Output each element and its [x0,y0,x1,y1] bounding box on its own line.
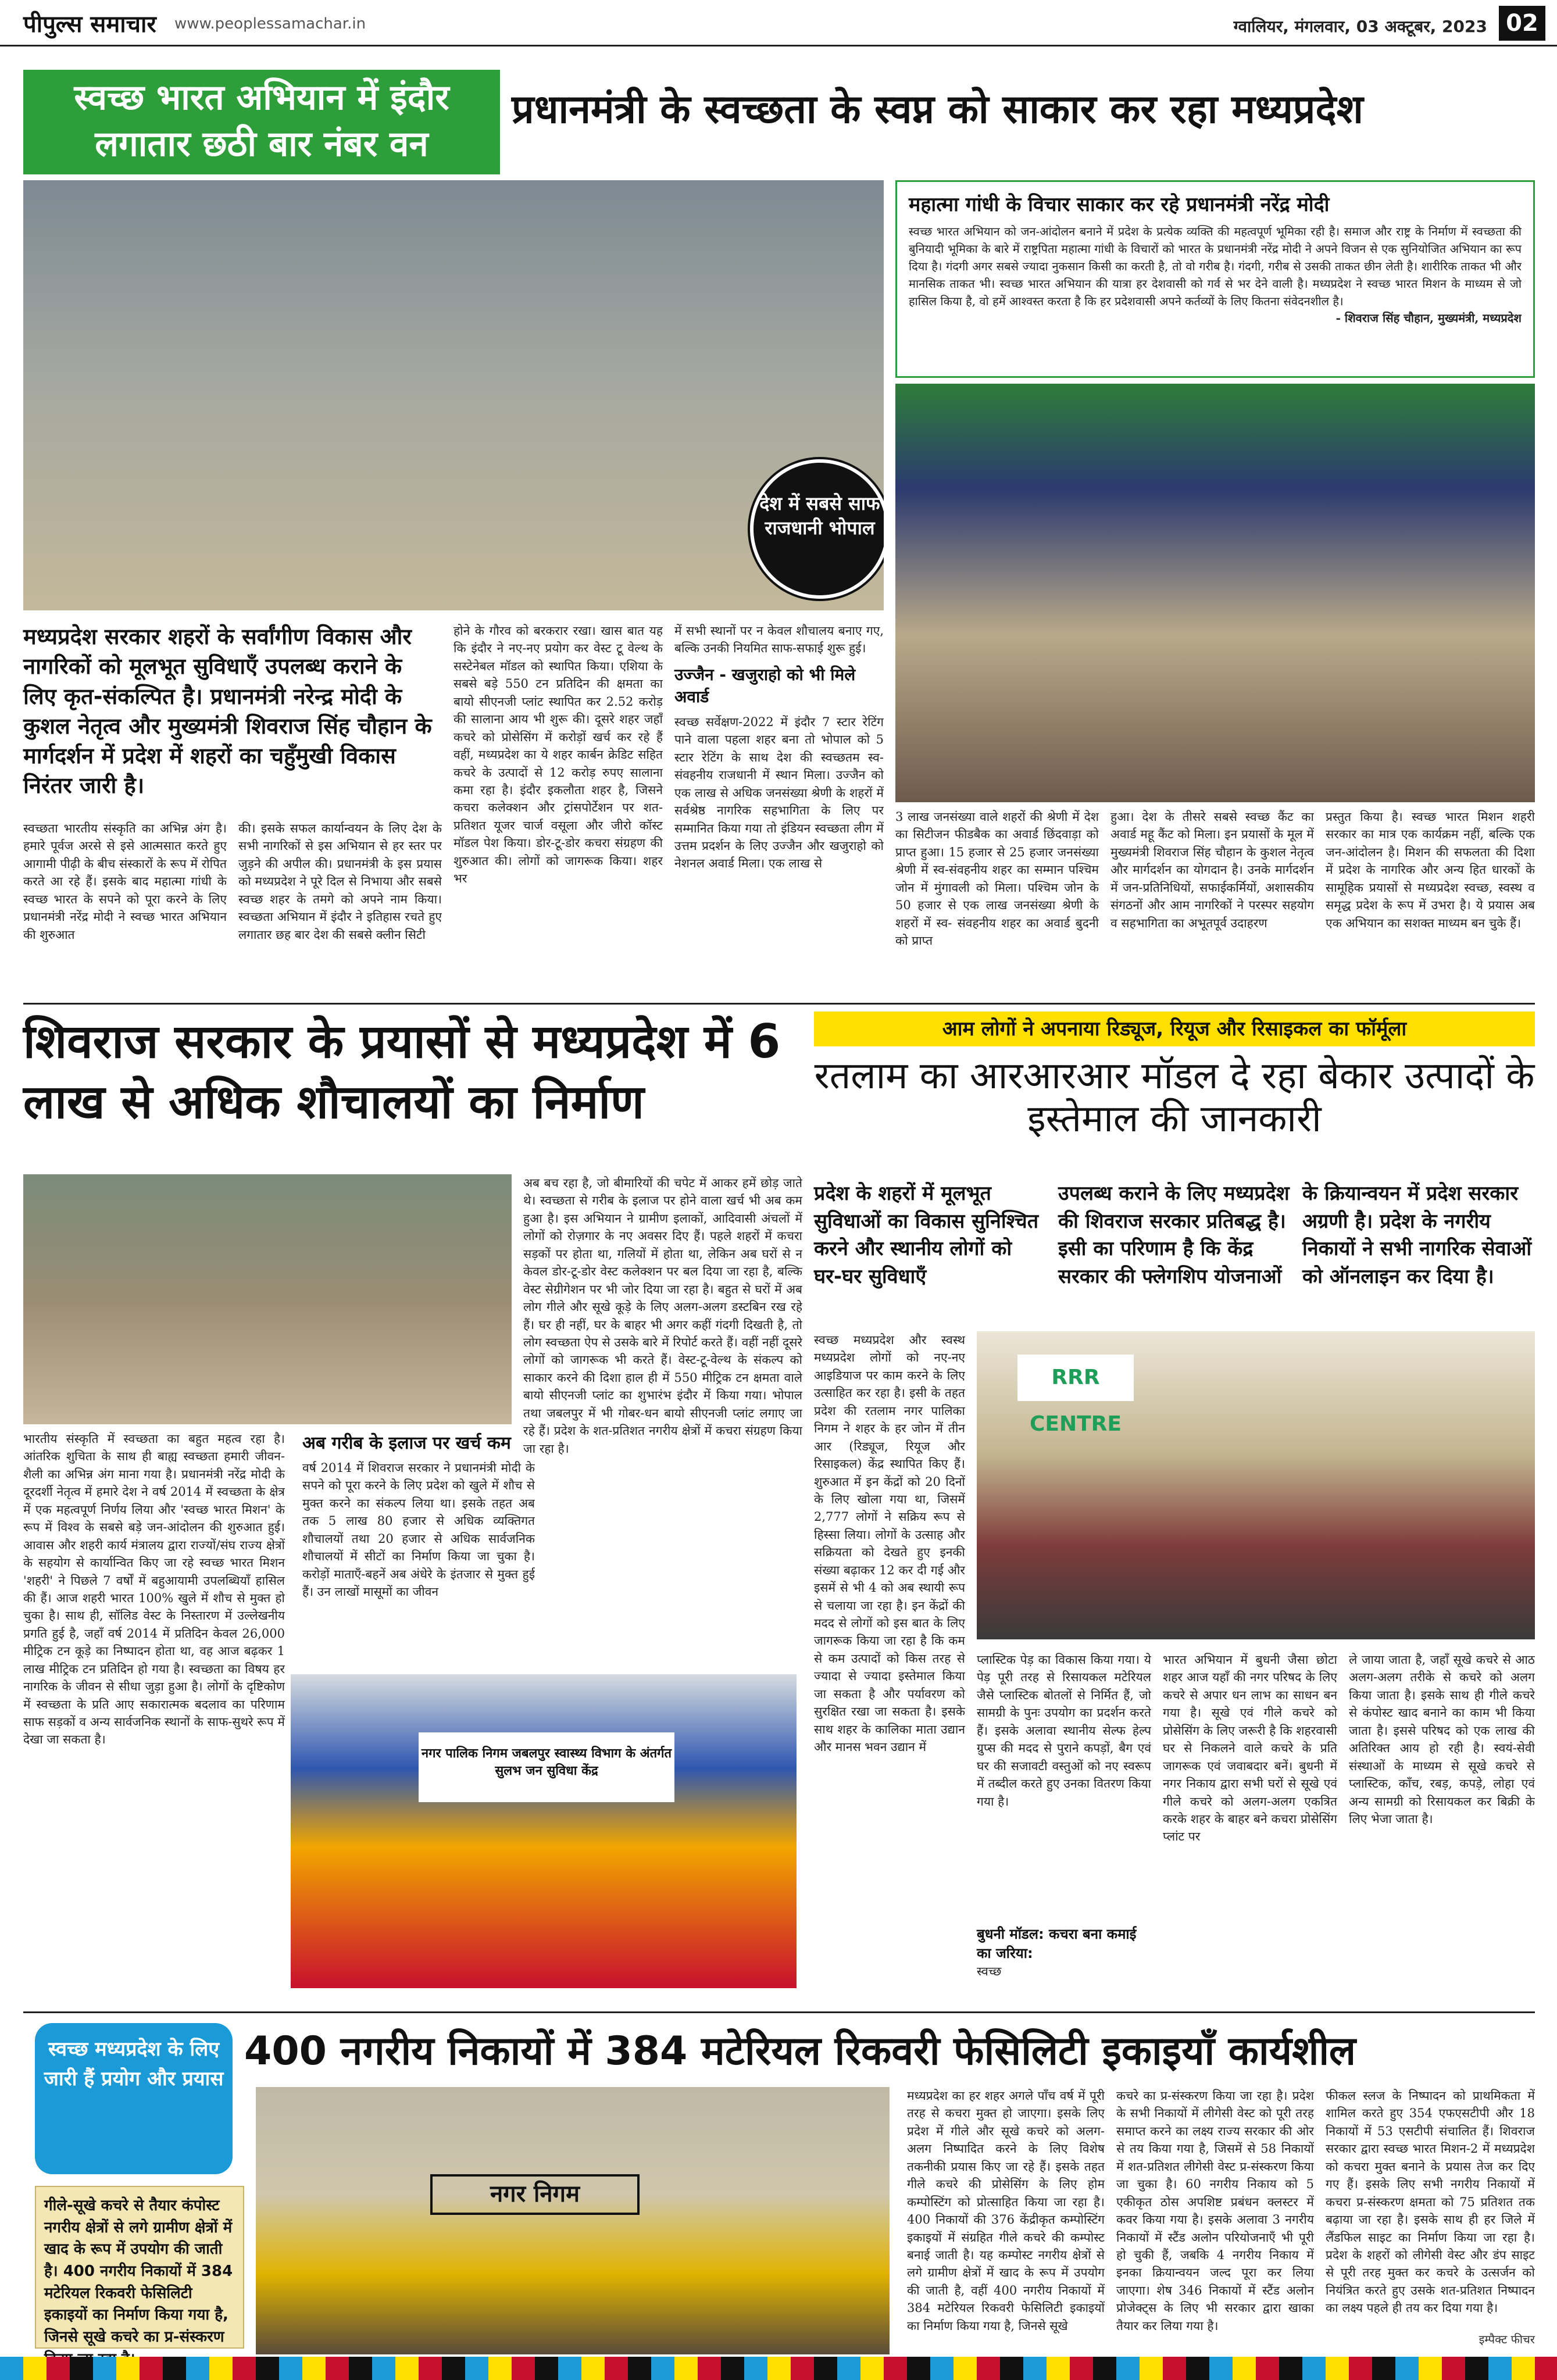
website-url[interactable]: www.peoplessamachar.in [174,15,366,33]
article-column-3: होने के गौरव को बरकरार रखा। खास बात यह कि इंदौर ने नए-नए प्रयोग कर वेस्ट टू वेल्थ के सस्टेनेबल मॉडल को स्थापित किया। एशिया के सबसे बड़े 550 टन प्रतिदिन की क्षमता का बायो सीएनजी प्लांट स्थापित कर 2.52 करोड़ की सालाना आय भी शुरू की। दूसरे शहर जहाँ कचरे को प्रोसेसिंग में करोड़ों खर्च कर रहे हैं वहीं, मध्यप्रदेश का ये शहर कार्बन क्रेडिट सहित कचरे के उत्पादों से 12 करोड़ रुपए सालाना कमा रहा है। इंदौर इकलौता शहर है, जिसने कचरा कलेक्शन और ट्रांसपोर्टेशन पर शत-प्रतिशत यूजर चार्ज वसूला और जीरो कॉस्ट मॉडल पेश किया। डोर-टू-डोर कचरा संग्रहण की शुरुआत की। लोगों को जागरूक किया। शहर भर [453,624,663,886]
blue-badge: स्वच्छ मध्यप्रदेश के लिए जारी हैं प्रयोग और प्रयास [35,2023,233,2174]
newspaper-logo[interactable]: पीपुल्स समाचार [23,11,156,38]
article-column-7: प्रस्तुत किया है। स्वच्छ भारत मिशन शहरी सरकार का मात्र एक कार्यक्रम नहीं, बल्कि एक जन-आंदोलन है। मिशन की सफलता की दिशा में प्रदेश के नागरिक और अन्य हित धारकों के सामूहिक प्रयासों से मध्यप्रदेश स्वच्छ, स्वस्थ व समृद्ध प्रदेश के रूप में उभरा है। ये प्रयास अब एक अभियान का सशक्त माध्यम बन चुके हैं। [1326,810,1535,930]
mrf-column-1: मध्यप्रदेश का हर शहर अगले पाँच वर्ष में पूरी तरह से कचरा मुक्त हो जाएगा। इसके लिए प्रदेश में गीले और सूखे कचरे को अलग-अलग निष्पादित करने के लिए विशेष तकनीकी प्रयास किए जा रहे हैं। इसके तहत गीले कचरे की प्रोसेसिंग के लिए होम कम्पोस्टिंग को प्रोत्साहित किया जा रहा है। 400 निकायों की 376 केंद्रीकृत कम्पोस्टिंग इकाइयों में संग्रहित गीले कचरे की कम्पोस्ट बनाई जाती है। यह कम्पोस्ट नगरीय क्षेत्रों से लगे ग्रामीण क्षेत्रों में खाद के रूप में उपयोग की जाती है, वहीं 400 नगरीय निकायों में 384 मटेरियल रिकवरी फेसिलिटी इकाइयों का निर्माण किया गया है, जिनसे सूखे [907,2089,1105,2333]
mrf-headline: 400 नगरीय निकायों में 384 मटेरियल रिकवरी फेसिलिटी इकाइयाँ कार्यशील [244,2028,1356,2074]
quote-text: स्वच्छ भारत अभियान को जन-आंदोलन बनाने में प्रदेश के प्रत्येक व्यक्ति की महत्वपूर्ण भूमिका रही है। समाज और राष्ट्र के निर्माण में स्वच्छता की बुनियादी भूमिका के बारे में राष्ट्रपिता महात्मा गांधी के विचारों को भारत के प्रधानमंत्री नरेंद्र मोदी ने अपने विजन से एक सुनियोजित अभियान का रूप दिया है। गंदगी अगर सबसे ज्यादा नुकसान किसी का करती है, तो वो गरीब है। गंदगी, गरीब से उसकी ताकत छीन लेती है। शारीरिक ताकत भी और मानसिक ताकत भी। स्वच्छ भारत अभियान की यात्रा हर देशवासी को गर्व से भर देने वाली है। मध्यप्रदेश ने स्वच्छ भारत मिशन के माध्यम से जो हासिल किया है, वो हमें आश्वस्त करता है कि हर प्रदेशवासी अपने कर्तव्यों के लिए कितना संवेदनशील है। [909,224,1522,308]
rrr-highlight-1: प्रदेश के शहरों में मूलभूत सुविधाओं का विकास सुनिश्चित करने और स्थानीय लोगों को घर-घर सुविधाएँ [814,1182,1039,1288]
truck-label: नगर निगम [430,2174,640,2215]
budhni-subhead: बुधनी मॉडल: कचरा बना कमाई का जरिया: [977,1926,1137,1961]
article-column-6: हुआ। देश के तीसरे सबसे स्वच्छ कैंट का अवार्ड महू कैंट को मिला। इन प्रयासों के मूल में मुख्यमंत्री शिवराज सिंह चौहान के कुशल नेतृत्व और मार्गदर्शन का योगदान है। उनके मार्गदर्शन में जन-प्रतिनिधियों, सफाईकर्मियों, अशासकीय संगठनों और आम नागरिकों ने परस्पर सहयोग व सहभागिता का अभूतपूर्व उदाहरण [1110,810,1314,930]
ujjain-subhead: उज्जैन - खजुराहो को भी मिले अवार्ड [674,664,856,706]
article-column-1: स्वच्छता भारतीय संस्कृति का अभिन्न अंग है। हमारे पूर्वज अरसे से इसे आत्मसात करते हुए आगामी पीढ़ी के बीच संस्कारों के रूप में रोपित करते आ रहे हैं। इसके बाद महात्मा गांधी के स्वच्छ भारत के सपने को पूरा करने के लिए प्रधानमंत्री नरेंद्र मोदी ने स्वच्छ भारत अभियान की शुरुआत [23,821,227,942]
rrr-highlight-3: के क्रियान्वयन में प्रदेश सरकार अग्रणी है। प्रदेश के नगरीय निकायों ने सभी नागरिक सेवाओं को ऑनलाइन कर दिया है। [1302,1182,1532,1288]
quote-attribution: - शिवराज सिंह चौहान, मुख्यमंत्री, मध्यप्रदेश [1335,311,1522,325]
rrr-centre-photo [977,1331,1535,1639]
mrf-column-3: फीकल स्लज के निष्पादन को प्राथमिकता में शामिल करते हुए 354 एफएसटीपी और 18 निकायों में 53 एसटीपी संचालित हैं। शिवराज सरकार द्वारा स्वच्छ भारत मिशन-2 में मध्यप्रदेश को कचरा मुक्त बनाने के प्रयास तेज कर दिए गए हैं। इसके लिए सभी नगरीय निकायों में कचरा प्र-संस्करण क्षमता को 75 प्रतिशत तक बढ़ाया जा रहा है। इसके साथ ही हर जिले में लैंडफिल साइट का निर्माण किया जा रहा है। प्रदेश के शहरों को लीगेसी वेस्ट और डंप साइट से पूरी तरह मुक्त कर कचरे के उत्सर्जन को नियंत्रित करते हुए उसके शत-प्रतिशत निष्पादन का लक्ष्य पहले ही तय कर दिया गया है। [1326,2089,1535,2315]
dateline: ग्वालियर, मंगलवार, 03 अक्टूबर, 2023 [1233,17,1487,36]
rrr-column-4: ले जाया जाता है, जहाँ सूखे कचरे से आठ अलग-अलग तरीके से कचरे को अलग किया जाता है। इसके साथ ही गीले कचरे से कंपोस्ट खाद बनाने का काम भी किया जाता है। इससे परिषद को एक लाख की अतिरिक्त आय हो रही है। स्वयं-सेवी संस्थाओं के माध्यम से सूखे कचरे से प्लास्टिक, काँच, रबड़, कपड़े, लोहा एवं अन्य सामग्री को रिसायकल कर बिक्री के लिए भेजा जाता है। [1349,1653,1535,1826]
award-ceremony-photo [895,384,1535,802]
article-column-4b: स्वच्छ सर्वेक्षण-2022 में इंदौर 7 स्टार रेटिंग पाने वाला पहला शहर बना तो भोपाल को 5 स्टार रेटिंग के साथ देश की स्वच्छतम स्व-संवहनीय राजधानी में स्थान मिला। उज्जैन को एक लाख से अधिक जनसंख्या श्रेणी के शहरों में सर्वश्रेष्ठ नागरिक सहभागिता के लिए पर सम्मानित किया गया तो इंडियन स्वच्छता लीग में उत्तम प्रदर्शन के लिए उज्जैन और खजुराहो को नेशनल अवार्ड मिला। एक लाख से [674,714,884,871]
toilets-headline: शिवराज सरकार के प्रयासों से मध्यप्रदेश में 6 लाख से अधिक शौचालयों का निर्माण [23,1014,781,1129]
rrr-column-2-tail: स्वच्छ [977,1964,1002,1978]
article-column-5: 3 लाख जनसंख्या वाले शहरों की श्रेणी में देश का सिटीजन फीडबैक का अवार्ड छिंदवाड़ा को प्राप्त हुआ। 15 हजार से 25 हजार जनसंख्या श्रेणी में स्व-संवहनीय शहर का सम्मान पश्चिम जोन में मुंगावली को मिला। पश्चिम जोन के 50 हजार से एक लाख जनसंख्या श्रेणी के शहरों में स्व- संवहनीय शहर का अवार्ड बुदनी को प्राप्त [895,810,1099,948]
indore-badge [23,70,500,174]
impact-feature-tag: इम्पैक्ट फीचर [1479,2332,1535,2346]
garbage-truck-photo [256,2087,890,2354]
indore-badge-line2: लगातार छठी बार नंबर वन [95,124,428,165]
toilets-column-3: अब बच रहा है, जो बीमारियों की चपेट में आकर हमें छोड़ जाते थे। स्वच्छता से गरीब के इलाज पर होने वाला खर्च भी अब कम हुआ है। इस अभियान ने ग्रामीण इलाकों, आदिवासी अंचलों में लोगों को रोज़गार के नए अवसर दिए हैं। पहले शहरों में कचरा सड़कों पर होता था, गलियों में होता था, लेकिन अब घरों से न केवल डोर-टू-डोर वेस्ट कलेक्शन पर बल दिया जा रहा है, बल्कि वेस्ट सेग्रीगेशन पर भी जोर दिया जा रहा है। बहुत से घरों में अब लोग गीले और सूखे कूड़े के लिए अलग-अलग डस्टबिन रख रहे हैं। घर ही नहीं, घर के बाहर भी अगर कहीं गंदगी दिखती है, तो लोग स्वच्छता ऐप से उसके बारे में रिपोर्ट करते हैं। वहीं नहीं दूसरे लोगों को जागरूक भी करते हैं। वेस्ट-टू-वेल्थ के संकल्प को साकार करने की दिशा हाल ही में 550 मीट्रिक टन क्षमता वाले बायो सीएनजी प्लांट का शुभारंभ इंदौर में किया गया। भोपाल तथा जबलपुर में भी गोबर-धन बायो सीएनजी प्लांट लगाए जा रहे हैं। प्रदेश के शत-प्रतिशत नगरीय क्षेत्रों में कचरा संग्रहण किया जा रहा है। [523,1176,802,1456]
quote-title: महात्मा गांधी के विचार साकार कर रहे प्रधानमंत्री नरेंद्र मोदी [909,193,1330,216]
quote-box [895,180,1535,378]
compost-cutout: गीले-सूखे कचरे से तैयार कंपोस्ट नगरीय क्षेत्रों से लगे ग्रामीण क्षेत्रों में खाद के रूप में उपयोग की जाती है। 400 नगरीय निकायों में 384 मटेरियल रिकवरी फेसिलिटी इकाइयों का निर्माण किया गया है, जिनसे सूखे कचरे का प्र-संस्करण [35,2186,244,2349]
section-divider [23,1003,1535,1005]
article-column-4a: में सभी स्थानों पर न केवल शौचालय बनाए गए, बल्कि उनकी नियमित साफ-सफाई शुरू हुई। [674,624,884,656]
building-signboard: नगर पालिक निगम जबलपुर स्वास्थ्य विभाग के अंतर्गत सुलभ जन सुविधा केंद्र [419,1732,674,1802]
mrf-column-2: कचरे का प्र-संस्करण किया जा रहा है। प्रदेश के सभी निकायों में लीगेसी वेस्ट को पूरी तरह समाप्त करने का लक्ष्य राज्य सरकार की ओर से तय किया गया है, जिसमें से 58 निकायों में शत-प्रतिशत लीगेसी वेस्ट प्र-संस्करण किया जा चुका है। 60 नगरीय निकाय को 5 एकीकृत ठोस अपशिष्ट प्रबंधन क्लस्टर में कवर किया गया है। इसके अलावा 3 नगरीय निकायों में स्टैंड अलोन परियोजनाएँ भी पूरी हो चुकी हैं, जबकि 4 नगरीय निकाय में इनका क्रियान्वयन जल्द पूरा कर लिया जाएगा। शेष 346 निकायों में स्टैंड अलोन प्रोजेक्ट्स के लिए भी सरकार द्वारा खाका तैयार कर लिया गया है। [1116,2089,1314,2333]
page-number: 02 [1499,6,1545,41]
masthead [0,0,1557,47]
rrr-headline: रतलाम का आरआरआर मॉडल दे रहा बेकार उत्पादों के इस्तेमाल की जानकारी [814,1055,1535,1141]
bhopal-circle-badge: देश में सबसे साफ राजधानी भोपाल [750,459,884,599]
cleaning-drive-photo [23,1174,512,1424]
rrr-column-2-text: प्लास्टिक पेड़ का विकास किया गया। ये पेड़ पूरी तरह से रिसायकल मटेरियल जैसे प्लास्टिक बोतलों से निर्मित हैं, जो सामग्री के पुनः उपयोग का प्रदर्शन करते हैं। इसके अलावा स्थानीय सेल्फ हेल्प ग्रुप्स की मदद से पुराने कपड़ों, बैग एवं घर की सजावटी वस्तुओं को नए स्वरूप में तब्दील करते हुए उनका वितरण किया गया है। [977,1653,1151,1809]
lead-paragraph: मध्यप्रदेश सरकार शहरों के सर्वांगीण विकास और नागरिकों को मूलभूत सुविधाएँ उपलब्ध कराने के लिए कृत-संकल्पित है। प्रधानमंत्री नरेन्द्र मोदी के कुशल नेतृत्व और मुख्यमंत्री शिवराज सिंह चौहान के मार्गदर्शन में प्रदेश में शहरों का चहुँमुखी विकास निरंतर जारी है। [23,624,432,799]
poor-treatment-subhead: अब गरीब के इलाज पर खर्च कम [302,1433,511,1453]
main-headline: प्रधानमंत्री के स्वच्छता के स्वप्न को साकार कर रहा मध्यप्रदेश [512,87,1363,133]
article-column-4 [674,622,884,994]
article-column-2: की। इसके सफल कार्यान्वयन के लिए देश के सभी नागरिकों से इस अभियान से हर स्तर पर जुड़ने की अपील की। प्रधानमंत्री के इस प्रयास को मध्यप्रदेश ने पूरे दिल से निभाया और सबसे स्वच्छ शहर के तमगे को अपने नाम किया। स्वच्छता अभियान में इंदौर ने इतिहास रचते हुए लगातार छह बार देश की सबसे क्लीन सिटी [238,821,442,942]
color-strip-footer [0,2357,1557,2380]
rrr-column-3: भारत अभियान में बुधनी जैसा छोटा शहर आज यहाँ की नगर परिषद के लिए कचरे से अपार धन लाभ का साधन बन गया है। सूखे एवं गीले कचरे को प्रोसेसिंग के लिए जरूरी है कि शहरवासी घर से निकलने वाले कचरे के प्रति जागरूक एवं जवाबदार बनें। बुधनी में नगर निकाय द्वारा सभी घरों से सूखे एवं गीले कचरे को अलग-अलग एकत्रित करके शहर के बाहर बने कचरा प्रोसेसिंग प्लांट पर [1163,1653,1337,1844]
toilets-column-2: वर्ष 2014 में शिवराज सरकार ने प्रधानमंत्री मोदी के सपने को पूरा करने के लिए प्रदेश को खुले में शौच से मुक्त करने का संकल्प लिया था। इसके तहत अब तक 5 लाख 80 हजार से अधिक व्यक्तिगत शौचालयों तथा 20 हजार से अधिक सार्वजनिक शौचालयों में सीटों का निर्माण किया जा चुका है। करोड़ों माताएँ-बहनें अब अंधेरे के इंतजार से मुक्त हुई हैं। उन लाखों मासूमों का जीवन [302,1461,535,1599]
pm-sweeping-photo [23,180,884,610]
toilets-column-1: भारतीय संस्कृति में स्वच्छता का बहुत महत्व रहा है। आंतरिक शुचिता के साथ ही बाह्य स्वच्छता हमारी जीवन-शैली का अभिन्न अंग माना गया है। प्रधानमंत्री नरेंद्र मोदी के दूरदर्शी नेतृत्व में हमारे देश ने वर्ष 2014 में स्वच्छता के क्षेत्र में एक महत्वपूर्ण निर्णय लिया और 'स्वच्छ भारत मिशन' के रूप में विश्व के सबसे बड़े जन-आंदोलन की शुरुआत हुई। आवास और शहरी कार्य मंत्रालय द्वारा राज्यों/संघ राज्य क्षेत्रों के सहयोग से कार्यान्वित किए जा रहे स्वच्छ भारत मिशन 'शहरी' ने पिछले 7 वर्षों में बहुआयामी उपलब्धियाँ हासिल की हैं। आज शहरी भारत 100% खुले में शौच से मुक्त हो चुका है। साथ ही, सॉलिड वेस्ट के निस्तारण में उल्लेखनीय प्रगति हुई है, जहाँ वर्ष 2014 में प्रतिदिन केवल 26,000 मीट्रिक टन कूड़े का निष्पादन होता था, वह आज बढ़कर 1 लाख मीट्रिक टन प्रतिदिन हो गया है। स्वच्छता का विषय हर नागरिक के जीवन से सीधा जुड़ा हुआ है। लोगों के दृष्टिकोण में स्वच्छता के प्रति आए सकारात्मक बदलाव का परिणाम साफ सड़कों व अन्य सार्वजनिक स्थानों के साफ-सुथरे रूप में देखा जा सकता है। [23,1432,285,1747]
rrr-column-2 [977,1651,1151,2006]
rrr-sign: RRR CENTRE [1017,1355,1134,1401]
rrr-column-1: स्वच्छ मध्यप्रदेश और स्वस्थ मध्यप्रदेश लोगों को नए-नए आइडियाज पर काम करने के लिए उत्साहित कर रहा है। इसी के तहत प्रदेश की रतलाम नगर पालिका निगम ने शहर के हर जोन में तीन आर (रिड्यूज, रियूज और रिसाइकल) केंद्र स्थापित किए हैं। शुरुआत में इन केंद्रों को 20 दिनों के लिए खोला गया था, जिसमें 2,777 लोगों ने सक्रिय रूप से हिस्सा लिया। लोगों के उत्साह और सक्रियता को देखते हुए इनकी संख्या बढ़ाकर 12 कर दी गई और इसमें से भी 4 को अब स्थायी रूप से चलाया जा रहा है। इन केंद्रों की मदद से लोगों को इस बात के लिए जागरूक किया जा रहा है कि कम से कम उत्पादों को किस तरह से ज्यादा से ज्यादा इस्तेमाल किया जा सकता है और पर्यावरण को सुरक्षित रखा जा सकता है। इसके साथ शहर के कालिका माता उद्यान और मानस भवन उद्यान में [814,1333,965,1754]
public-toilet-building-photo [291,1674,797,1988]
section-divider-bottom [23,2011,1535,2013]
indore-badge-line1: स्वच्छ भारत अभियान में इंदौर [74,77,449,118]
rrr-highlight-2: उपलब्ध कराने के लिए मध्यप्रदेश की शिवराज सरकार प्रतिबद्ध है। इसी का परिणाम है कि केंद्र सरकार की फ्लेगशिप योजनाओं [1058,1182,1290,1288]
rrr-yellow-bar: आम लोगों ने अपनाया रिड्यूज, रियूज और रिसाइकल का फॉर्मूला [814,1012,1535,1046]
